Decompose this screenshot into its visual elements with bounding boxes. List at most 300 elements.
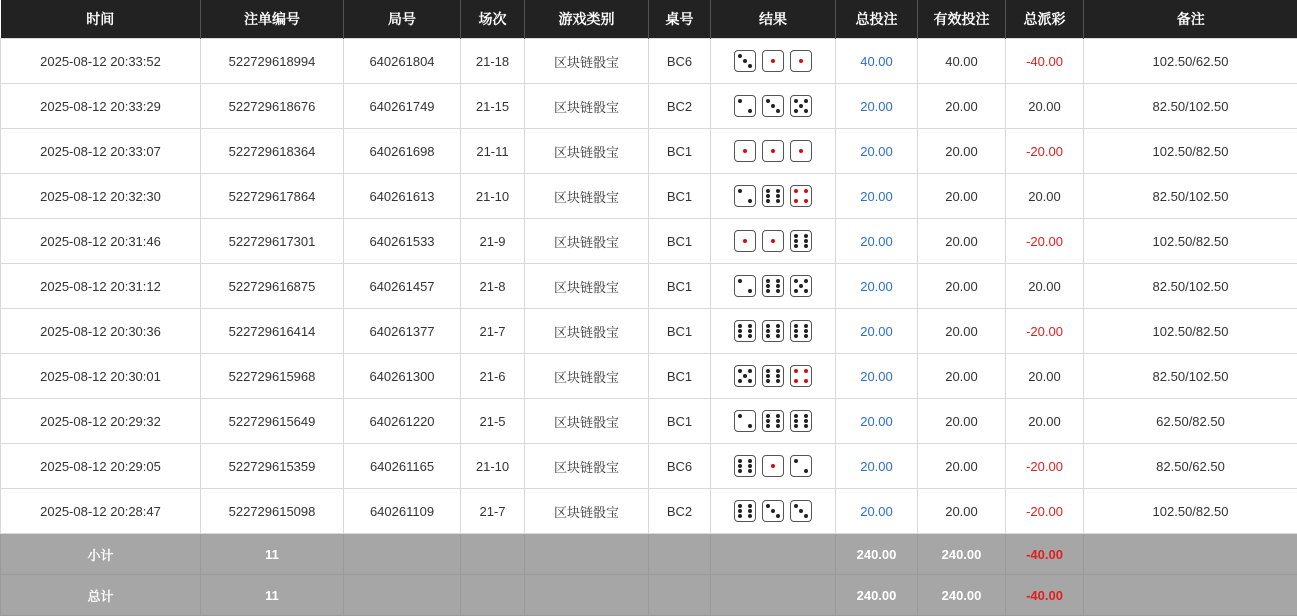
cell-valid_bet-text: 20.00 — [945, 324, 978, 339]
cell-remark-text: 102.50/82.50 — [1153, 504, 1229, 519]
summary-cell-round_no — [344, 534, 461, 575]
cell-remark-text: 62.50/82.50 — [1156, 414, 1225, 429]
column-header-label: 游戏类别 — [559, 11, 615, 27]
cell-total_bet — [836, 219, 918, 264]
cell-total_bet-text: 20.00 — [860, 459, 893, 474]
cell-order_no-text: 522729615359 — [229, 459, 316, 474]
cell-order_no-text: 522729616875 — [229, 279, 316, 294]
cell-valid_bet — [918, 219, 1006, 264]
summary-row — [1, 534, 1297, 575]
dice-1-icon — [762, 455, 784, 477]
cell-game_type-text: 区块链骰宝 — [554, 370, 619, 385]
cell-game_type-text: 区块链骰宝 — [554, 145, 619, 160]
cell-total_payout-text: -20.00 — [1026, 324, 1063, 339]
cell-time — [1, 489, 201, 534]
cell-round_no — [344, 84, 461, 129]
cell-session — [461, 174, 525, 219]
cell-remark-text: 102.50/82.50 — [1153, 234, 1229, 249]
cell-time — [1, 309, 201, 354]
cell-game_type-text: 区块链骰宝 — [554, 280, 619, 295]
cell-table_no-text: BC6 — [667, 54, 692, 69]
cell-order_no — [201, 399, 344, 444]
summary-cell-total_bet — [836, 575, 918, 616]
table-row[interactable] — [1, 84, 1297, 129]
cell-total_payout — [1006, 174, 1084, 219]
cell-total_payout — [1006, 129, 1084, 174]
cell-valid_bet-text: 20.00 — [945, 189, 978, 204]
cell-total_bet — [836, 129, 918, 174]
cell-total_bet-text: 20.00 — [860, 189, 893, 204]
cell-order_no-text: 522729617864 — [229, 189, 316, 204]
cell-session — [461, 39, 525, 84]
table-row[interactable] — [1, 264, 1297, 309]
dice-6-icon — [734, 320, 756, 342]
cell-result-dice — [711, 39, 836, 84]
column-header-label: 备注 — [1177, 11, 1205, 27]
cell-game_type — [525, 129, 649, 174]
table-row[interactable] — [1, 309, 1297, 354]
cell-time-text: 2025-08-12 20:33:29 — [40, 99, 161, 114]
cell-total_bet-text: 20.00 — [860, 504, 893, 519]
dice-1-icon — [790, 50, 812, 72]
cell-valid_bet-text: 20.00 — [945, 459, 978, 474]
summary-cell-valid_bet — [918, 575, 1006, 616]
cell-round_no-text: 640261749 — [369, 99, 434, 114]
cell-time — [1, 129, 201, 174]
column-header-order_no[interactable] — [201, 0, 344, 39]
summary-cell-total_bet — [836, 534, 918, 575]
cell-time-text: 2025-08-12 20:29:32 — [40, 414, 161, 429]
cell-remark — [1084, 264, 1297, 309]
summary-cell-order_no — [201, 575, 344, 616]
cell-valid_bet — [918, 399, 1006, 444]
summary-cell-table_no — [649, 534, 711, 575]
dice-1-icon — [734, 230, 756, 252]
summary-cell-total_payout — [1006, 534, 1084, 575]
cell-round_no — [344, 309, 461, 354]
cell-table_no-text: BC1 — [667, 369, 692, 384]
cell-time-text: 2025-08-12 20:30:01 — [40, 369, 161, 384]
cell-session-text: 21-18 — [476, 54, 509, 69]
cell-total_payout-text: -20.00 — [1026, 144, 1063, 159]
column-header-label: 注单编号 — [244, 11, 300, 27]
column-header-time[interactable] — [1, 0, 201, 39]
dice-6-icon — [762, 185, 784, 207]
cell-result-dice — [711, 129, 836, 174]
cell-time — [1, 84, 201, 129]
cell-game_type-text: 区块链骰宝 — [554, 190, 619, 205]
summary-cell-session — [461, 534, 525, 575]
summary-cell-result — [711, 534, 836, 575]
cell-result-dice — [711, 264, 836, 309]
cell-order_no-text: 522729617301 — [229, 234, 316, 249]
dice-1-icon — [790, 140, 812, 162]
dice-1-icon — [762, 50, 784, 72]
cell-result-dice — [711, 399, 836, 444]
dice-6-icon — [762, 275, 784, 297]
column-header-session[interactable] — [461, 0, 525, 39]
cell-time — [1, 354, 201, 399]
column-header-total_bet[interactable] — [836, 0, 918, 39]
cell-remark — [1084, 399, 1297, 444]
cell-time-text: 2025-08-12 20:31:12 — [40, 279, 161, 294]
dice-5-icon — [790, 275, 812, 297]
cell-session — [461, 489, 525, 534]
cell-valid_bet — [918, 39, 1006, 84]
cell-table_no — [649, 309, 711, 354]
cell-total_payout-text: 20.00 — [1028, 189, 1061, 204]
cell-round_no-text: 640261220 — [369, 414, 434, 429]
cell-total_payout-text: 20.00 — [1028, 414, 1061, 429]
cell-time — [1, 39, 201, 84]
cell-session — [461, 84, 525, 129]
summary-row — [1, 575, 1297, 616]
cell-order_no — [201, 39, 344, 84]
dice-2-icon — [734, 410, 756, 432]
summary-count-text: 11 — [265, 547, 279, 562]
summary-cell-game_type — [525, 575, 649, 616]
table-row[interactable] — [1, 354, 1297, 399]
cell-time — [1, 444, 201, 489]
cell-remark — [1084, 309, 1297, 354]
cell-order_no — [201, 309, 344, 354]
cell-table_no — [649, 219, 711, 264]
summary-cell-remark — [1084, 534, 1297, 575]
cell-time — [1, 399, 201, 444]
dice-1-icon — [762, 140, 784, 162]
cell-total_payout-text: -20.00 — [1026, 234, 1063, 249]
summary-cell-round_no — [344, 575, 461, 616]
cell-time — [1, 219, 201, 264]
cell-valid_bet-text: 20.00 — [945, 504, 978, 519]
cell-table_no-text: BC2 — [667, 99, 692, 114]
summary-cell-table_no — [649, 575, 711, 616]
summary-label-text: 总计 — [87, 589, 113, 604]
summary-cell-valid_bet — [918, 534, 1006, 575]
column-header-label: 时间 — [86, 11, 114, 27]
table-row[interactable] — [1, 174, 1297, 219]
cell-remark-text: 102.50/82.50 — [1153, 324, 1229, 339]
cell-game_type — [525, 309, 649, 354]
cell-remark-text: 82.50/102.50 — [1153, 369, 1229, 384]
cell-valid_bet — [918, 174, 1006, 219]
cell-round_no — [344, 219, 461, 264]
cell-order_no — [201, 444, 344, 489]
cell-valid_bet-text: 20.00 — [945, 279, 978, 294]
cell-valid_bet-text: 20.00 — [945, 99, 978, 114]
cell-total_payout-text: 20.00 — [1028, 279, 1061, 294]
column-header-label: 总投注 — [856, 11, 898, 27]
table-body — [1, 39, 1297, 616]
cell-total_bet — [836, 354, 918, 399]
cell-total_payout-text: 20.00 — [1028, 369, 1061, 384]
cell-remark-text: 82.50/62.50 — [1156, 459, 1225, 474]
summary-cell-remark — [1084, 575, 1297, 616]
cell-round_no — [344, 174, 461, 219]
cell-valid_bet — [918, 309, 1006, 354]
cell-total_bet-text: 20.00 — [860, 279, 893, 294]
cell-time — [1, 174, 201, 219]
cell-time-text: 2025-08-12 20:33:07 — [40, 144, 161, 159]
table-row[interactable] — [1, 39, 1297, 84]
cell-game_type — [525, 39, 649, 84]
cell-total_bet-text: 20.00 — [860, 414, 893, 429]
cell-table_no — [649, 399, 711, 444]
cell-total_payout — [1006, 219, 1084, 264]
summary-total_bet-text: 240.00 — [857, 547, 897, 562]
cell-session — [461, 399, 525, 444]
dice-5-icon — [790, 95, 812, 117]
dice-1-icon — [734, 140, 756, 162]
cell-table_no-text: BC6 — [667, 459, 692, 474]
dice-3-icon — [734, 50, 756, 72]
cell-session — [461, 219, 525, 264]
cell-total_bet-text: 20.00 — [860, 234, 893, 249]
cell-session-text: 21-11 — [476, 144, 508, 159]
cell-order_no — [201, 84, 344, 129]
cell-round_no-text: 640261804 — [369, 54, 434, 69]
cell-order_no — [201, 174, 344, 219]
cell-table_no — [649, 84, 711, 129]
cell-order_no-text: 522729616414 — [229, 324, 316, 339]
cell-valid_bet-text: 20.00 — [945, 234, 978, 249]
table-row[interactable] — [1, 399, 1297, 444]
cell-total_payout — [1006, 84, 1084, 129]
column-header-label: 总派彩 — [1024, 11, 1066, 27]
column-header-label: 局号 — [388, 11, 416, 27]
dice-2-icon — [734, 95, 756, 117]
cell-total_bet-text: 40.00 — [860, 54, 893, 69]
cell-table_no — [649, 264, 711, 309]
cell-order_no-text: 522729618676 — [229, 99, 316, 114]
cell-session-text: 21-7 — [479, 324, 505, 339]
cell-session-text: 21-6 — [479, 369, 505, 384]
cell-time-text: 2025-08-12 20:33:52 — [40, 54, 161, 69]
table-header-row — [1, 0, 1297, 39]
cell-game_type — [525, 174, 649, 219]
summary-cell-time — [1, 534, 201, 575]
cell-remark-text: 82.50/102.50 — [1153, 99, 1229, 114]
column-header-round_no[interactable] — [344, 0, 461, 39]
column-header-remark[interactable] — [1084, 0, 1297, 39]
cell-game_type-text: 区块链骰宝 — [554, 235, 619, 250]
cell-total_bet — [836, 264, 918, 309]
cell-table_no — [649, 489, 711, 534]
summary-cell-time — [1, 575, 201, 616]
cell-game_type-text: 区块链骰宝 — [554, 100, 619, 115]
cell-remark-text: 102.50/82.50 — [1153, 144, 1229, 159]
dice-6-icon — [762, 365, 784, 387]
cell-round_no — [344, 39, 461, 84]
cell-valid_bet — [918, 489, 1006, 534]
cell-order_no — [201, 354, 344, 399]
cell-total_payout — [1006, 39, 1084, 84]
cell-table_no-text: BC1 — [667, 144, 692, 159]
summary-cell-order_no — [201, 534, 344, 575]
cell-round_no-text: 640261300 — [369, 369, 434, 384]
cell-total_bet — [836, 399, 918, 444]
summary-cell-result — [711, 575, 836, 616]
cell-game_type-text: 区块链骰宝 — [554, 460, 619, 475]
cell-round_no-text: 640261613 — [369, 189, 434, 204]
cell-table_no-text: BC1 — [667, 279, 692, 294]
cell-time-text: 2025-08-12 20:32:30 — [40, 189, 161, 204]
cell-result-dice — [711, 354, 836, 399]
cell-game_type — [525, 399, 649, 444]
cell-order_no-text: 522729615968 — [229, 369, 316, 384]
cell-remark-text: 82.50/102.50 — [1153, 189, 1229, 204]
cell-result-dice — [711, 84, 836, 129]
cell-total_bet — [836, 39, 918, 84]
cell-round_no-text: 640261457 — [369, 279, 434, 294]
cell-valid_bet-text: 20.00 — [945, 369, 978, 384]
cell-table_no-text: BC1 — [667, 234, 692, 249]
dice-3-icon — [790, 500, 812, 522]
cell-total_payout — [1006, 399, 1084, 444]
summary-total_bet-text: 240.00 — [857, 588, 897, 603]
cell-order_no — [201, 129, 344, 174]
cell-total_bet-text: 20.00 — [860, 99, 893, 114]
dice-3-icon — [762, 95, 784, 117]
cell-order_no-text: 522729618994 — [229, 54, 316, 69]
cell-table_no-text: BC1 — [667, 324, 692, 339]
cell-table_no-text: BC2 — [667, 504, 692, 519]
cell-game_type — [525, 84, 649, 129]
cell-order_no — [201, 264, 344, 309]
column-header-label: 桌号 — [666, 11, 694, 27]
cell-session — [461, 444, 525, 489]
summary-total_payout-text: -40.00 — [1026, 547, 1063, 562]
cell-valid_bet — [918, 264, 1006, 309]
column-header-result[interactable] — [711, 0, 836, 39]
column-header-total_payout[interactable] — [1006, 0, 1084, 39]
dice-6-icon — [734, 455, 756, 477]
dice-6-icon — [734, 500, 756, 522]
cell-valid_bet — [918, 84, 1006, 129]
cell-result-dice — [711, 309, 836, 354]
cell-total_payout-text: -20.00 — [1026, 504, 1063, 519]
cell-game_type — [525, 489, 649, 534]
column-header-label: 有效投注 — [934, 11, 990, 27]
cell-valid_bet — [918, 354, 1006, 399]
cell-table_no-text: BC1 — [667, 414, 692, 429]
cell-session-text: 21-10 — [476, 189, 509, 204]
cell-table_no — [649, 354, 711, 399]
cell-total_payout-text: 20.00 — [1028, 99, 1061, 114]
cell-round_no-text: 640261377 — [369, 324, 434, 339]
cell-remark — [1084, 174, 1297, 219]
table-row[interactable] — [1, 444, 1297, 489]
dice-1-icon — [762, 230, 784, 252]
cell-round_no-text: 640261165 — [370, 459, 434, 474]
dice-6-icon — [790, 410, 812, 432]
dice-2-icon — [734, 185, 756, 207]
cell-round_no-text: 640261698 — [369, 144, 434, 159]
cell-total_payout — [1006, 444, 1084, 489]
cell-session — [461, 129, 525, 174]
column-header-label: 结果 — [759, 11, 787, 27]
cell-result-dice — [711, 174, 836, 219]
cell-result-dice — [711, 489, 836, 534]
cell-session-text: 21-8 — [479, 279, 505, 294]
cell-game_type-text: 区块链骰宝 — [554, 55, 619, 70]
cell-order_no — [201, 219, 344, 264]
cell-total_payout — [1006, 309, 1084, 354]
cell-result-dice — [711, 219, 836, 264]
table-row[interactable] — [1, 219, 1297, 264]
cell-valid_bet — [918, 444, 1006, 489]
table-row[interactable] — [1, 129, 1297, 174]
table-row[interactable] — [1, 489, 1297, 534]
summary-valid_bet-text: 240.00 — [942, 547, 982, 562]
dice-4-icon — [790, 185, 812, 207]
summary-count-text: 11 — [265, 588, 279, 603]
cell-total_bet-text: 20.00 — [860, 369, 893, 384]
cell-session-text: 21-5 — [479, 414, 505, 429]
cell-time-text: 2025-08-12 20:30:36 — [40, 324, 161, 339]
cell-time-text: 2025-08-12 20:31:46 — [40, 234, 161, 249]
cell-remark — [1084, 354, 1297, 399]
cell-total_bet — [836, 84, 918, 129]
dice-5-icon — [734, 365, 756, 387]
cell-time — [1, 264, 201, 309]
dice-4-icon — [790, 365, 812, 387]
cell-valid_bet — [918, 129, 1006, 174]
cell-table_no — [649, 174, 711, 219]
cell-valid_bet-text: 40.00 — [945, 54, 978, 69]
cell-total_bet — [836, 489, 918, 534]
cell-valid_bet-text: 20.00 — [945, 144, 978, 159]
dice-6-icon — [790, 230, 812, 252]
summary-label-text: 小计 — [87, 548, 113, 563]
column-header-table_no[interactable] — [649, 0, 711, 39]
cell-remark — [1084, 219, 1297, 264]
cell-game_type — [525, 444, 649, 489]
cell-order_no-text: 522729618364 — [229, 144, 316, 159]
dice-3-icon — [762, 500, 784, 522]
cell-round_no-text: 640261533 — [369, 234, 434, 249]
cell-round_no — [344, 129, 461, 174]
dice-2-icon — [790, 455, 812, 477]
cell-remark-text: 102.50/62.50 — [1153, 54, 1229, 69]
cell-round_no — [344, 264, 461, 309]
cell-game_type-text: 区块链骰宝 — [554, 325, 619, 340]
column-header-valid_bet[interactable] — [918, 0, 1006, 39]
cell-table_no-text: BC1 — [667, 189, 692, 204]
column-header-game_type[interactable] — [525, 0, 649, 39]
cell-result-dice — [711, 444, 836, 489]
cell-session-text: 21-15 — [476, 99, 509, 114]
summary-cell-game_type — [525, 534, 649, 575]
cell-total_bet-text: 20.00 — [860, 324, 893, 339]
cell-total_payout-text: -20.00 — [1026, 459, 1063, 474]
summary-valid_bet-text: 240.00 — [942, 588, 982, 603]
table-header — [1, 0, 1297, 39]
cell-remark — [1084, 129, 1297, 174]
summary-total_payout-text: -40.00 — [1026, 588, 1063, 603]
cell-total_payout-text: -40.00 — [1026, 54, 1063, 69]
cell-session-text: 21-9 — [479, 234, 505, 249]
cell-table_no — [649, 39, 711, 84]
cell-round_no-text: 640261109 — [370, 504, 434, 519]
cell-table_no — [649, 444, 711, 489]
dice-6-icon — [762, 410, 784, 432]
cell-session — [461, 354, 525, 399]
cell-order_no — [201, 489, 344, 534]
summary-cell-session — [461, 575, 525, 616]
cell-game_type-text: 区块链骰宝 — [554, 505, 619, 520]
cell-session — [461, 309, 525, 354]
